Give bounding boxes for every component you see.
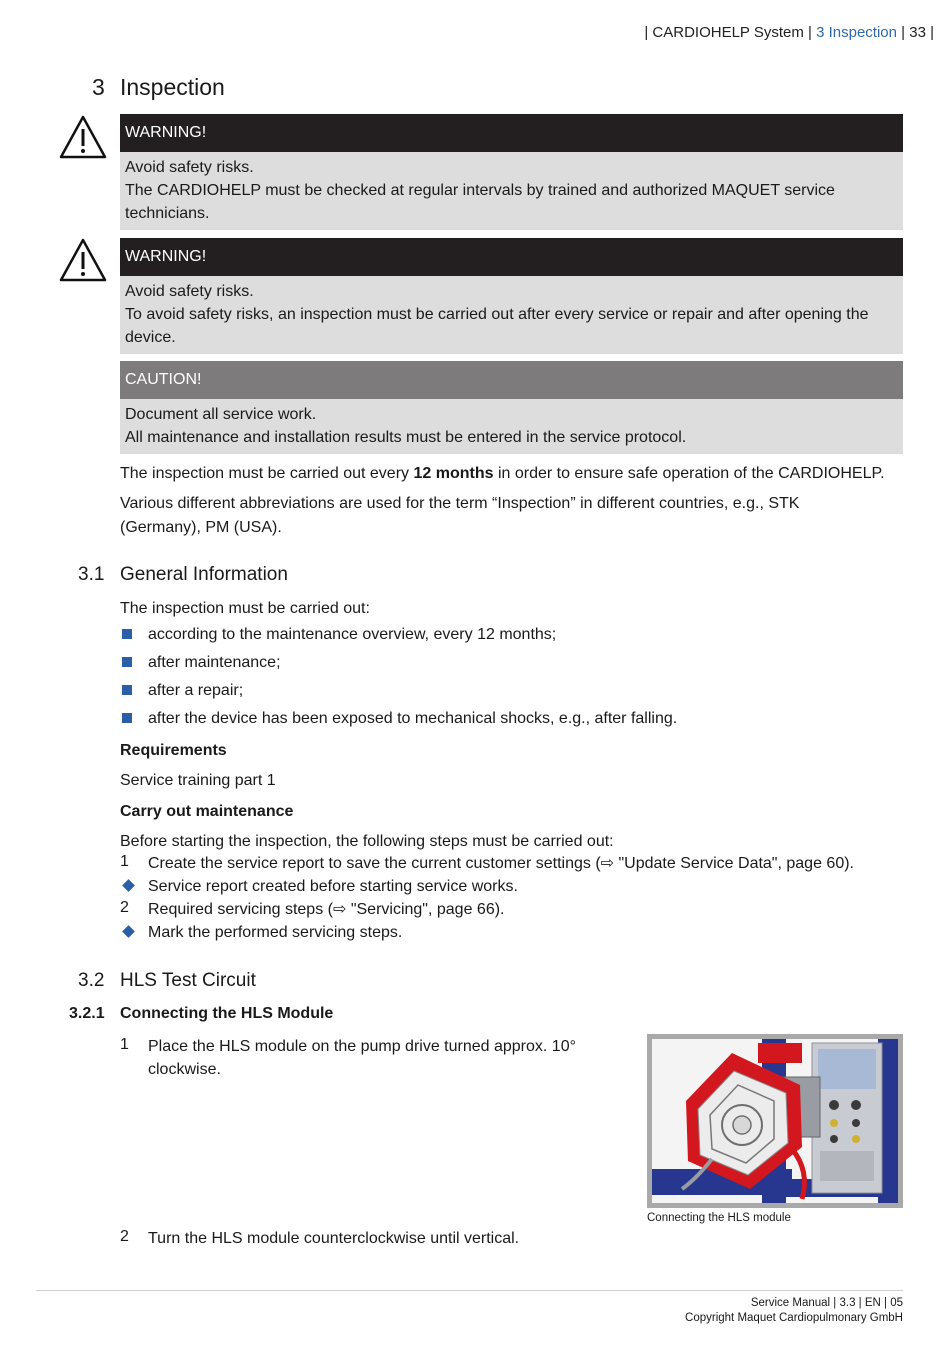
list-item: according to the maintenance overview, every 12 months;	[148, 626, 557, 643]
notice-line: All maintenance and installation results must be entered in the service protocol.	[125, 429, 687, 446]
chapter-number: 3	[92, 74, 105, 100]
intro-paragraph: Various different abbreviations are used for the term “Inspection” in different countries, e.g., STK (Germany), PM (USA).	[120, 495, 800, 536]
step-number: 1	[120, 1036, 129, 1053]
bullet-icon	[122, 657, 132, 667]
notice-label: WARNING!	[120, 114, 903, 152]
result-text: Mark the performed servicing steps.	[148, 924, 403, 941]
step-number: 1	[120, 853, 129, 870]
footer-manual-info: Service Manual | 3.3 | EN | 05	[750, 1297, 903, 1309]
subheading: Requirements	[120, 742, 227, 759]
figure-hls-module	[647, 1034, 903, 1208]
step-number: 2	[120, 1228, 129, 1245]
header-page-number: 33	[909, 24, 926, 41]
text-run: The inspection must be carried out every	[120, 465, 414, 482]
step-text: Place the HLS module on the pump drive turned approx. 10°	[148, 1038, 576, 1055]
figure-caption: Connecting the HLS module	[647, 1212, 791, 1224]
warning-triangle-icon	[58, 237, 108, 283]
notice-label: CAUTION!	[120, 361, 903, 399]
bullet-icon	[122, 685, 132, 695]
step-text: Create the service report to save the current customer settings (⇨ "Update Service Data", page 60).	[148, 855, 854, 872]
notice-label: WARNING!	[120, 238, 903, 276]
header-product: CARDIOHELP System	[652, 24, 804, 41]
carryout-lead: Before starting the inspection, the following steps must be carried out:	[120, 833, 614, 850]
running-header	[644, 24, 934, 41]
bullet-icon	[122, 629, 132, 639]
requirements-text: Service training part 1	[120, 772, 276, 789]
notice-line: The CARDIOHELP must be checked at regular intervals by trained and authorized MAQUET service technicians.	[125, 182, 835, 222]
notice-body	[120, 152, 903, 230]
list-item: after a repair;	[148, 682, 244, 699]
text-run-bold: 12 months	[413, 465, 494, 482]
notice-body	[120, 276, 903, 354]
chapter-title: Inspection	[120, 74, 225, 100]
notice-line: Avoid safety risks.	[125, 159, 254, 176]
warning-triangle-icon	[58, 114, 108, 160]
section-title: General Information	[120, 564, 288, 585]
section-title: HLS Test Circuit	[120, 970, 256, 991]
notice-line: Document all service work.	[125, 406, 317, 423]
section-lead: The inspection must be carried out:	[120, 600, 370, 617]
header-section-link[interactable]: 3 Inspection	[816, 24, 897, 41]
subsection-number: 3.2.1	[69, 1005, 105, 1022]
intro-paragraph	[120, 462, 910, 486]
result-diamond-icon	[122, 925, 135, 938]
header-separator: |	[930, 24, 934, 41]
warning-notice	[120, 238, 903, 354]
list-item: after maintenance;	[148, 654, 281, 671]
subheading: Carry out maintenance	[120, 803, 294, 820]
step-number: 2	[120, 899, 129, 916]
header-separator: |	[901, 24, 906, 41]
result-text: Service report created before starting service works.	[148, 878, 518, 895]
step-text: clockwise.	[148, 1061, 221, 1078]
list-item: after the device has been exposed to mechanical shocks, e.g., after falling.	[148, 710, 678, 727]
header-separator: |	[808, 24, 812, 41]
caution-notice	[120, 361, 903, 454]
footer-divider	[36, 1290, 903, 1291]
hls-module-illustration	[652, 1039, 898, 1203]
warning-notice	[120, 114, 903, 230]
notice-line: To avoid safety risks, an inspection must be carried out after every service or repair and after opening the device.	[125, 306, 869, 346]
header-separator: |	[644, 24, 649, 41]
result-diamond-icon	[122, 879, 135, 892]
text-run: in order to ensure safe operation of the CARDIOHELP.	[493, 465, 885, 482]
notice-line: Avoid safety risks.	[125, 283, 254, 300]
step-text: Required servicing steps (⇨ "Servicing", page 66).	[148, 901, 505, 918]
step-text: Turn the HLS module counterclockwise until vertical.	[148, 1230, 520, 1247]
subsection-title: Connecting the HLS Module	[120, 1005, 334, 1022]
section-number: 3.1	[78, 564, 105, 585]
bullet-icon	[122, 713, 132, 723]
notice-body	[120, 399, 903, 454]
section-number: 3.2	[78, 970, 105, 991]
footer-copyright: Copyright Maquet Cardiopulmonary GmbH	[685, 1312, 903, 1324]
